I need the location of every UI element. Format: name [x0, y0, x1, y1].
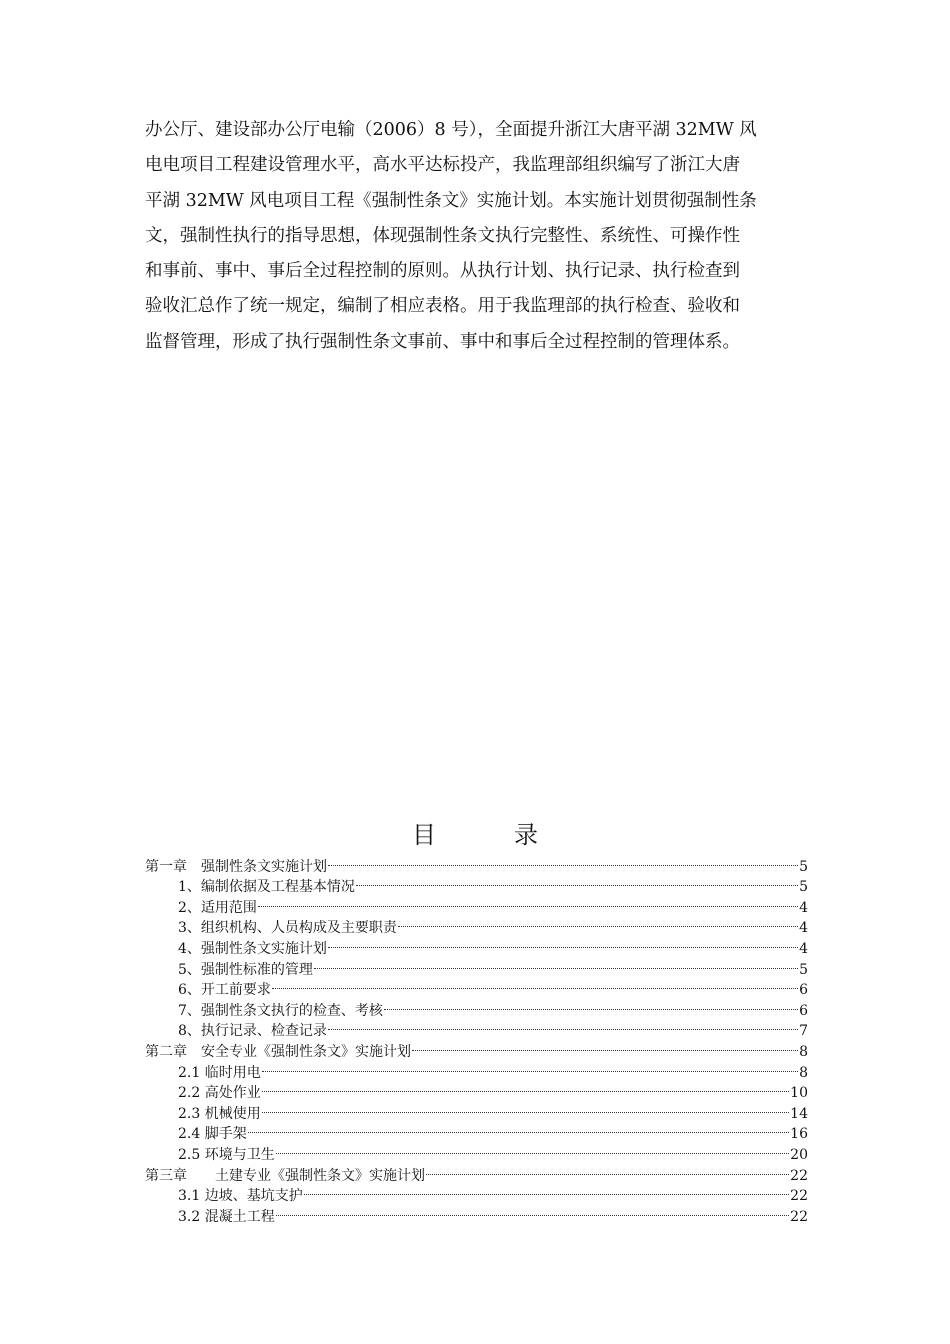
- toc-dot-leader: [262, 1077, 789, 1098]
- toc-entry-page: 5: [799, 961, 808, 978]
- toc-entry-label: 第三章 土建专业《强制性条文》实施计划: [145, 1167, 425, 1184]
- toc-dot-leader: [258, 891, 798, 912]
- toc-entry-page: 20: [790, 1146, 808, 1163]
- toc-dot-leader: [328, 932, 798, 953]
- toc-dot-leader: [412, 1035, 798, 1056]
- toc-dot-leader: [384, 994, 798, 1015]
- toc-entry-label: 5、强制性标准的管理: [178, 961, 313, 978]
- toc-title-char: 录: [514, 821, 538, 849]
- toc-dot-leader: [398, 912, 798, 933]
- toc-entry-label: 2.2 高处作业: [178, 1085, 261, 1102]
- toc-entry-label: 3.2 混凝土工程: [178, 1208, 275, 1225]
- toc-entry-label: 7、强制性条文执行的检查、考核: [178, 1002, 383, 1019]
- toc-entry-page: 14: [790, 1105, 808, 1122]
- toc-entry-page: 5: [799, 879, 808, 896]
- toc-entry-page: 4: [799, 899, 808, 916]
- toc-title: [0, 818, 950, 852]
- toc-dot-leader: [262, 1097, 789, 1118]
- toc-entry-page: 5: [799, 858, 808, 875]
- intro-line: 电电项目工程建设管理水平，高水平达标投产，我监理部组织编写了浙江大唐: [145, 155, 740, 176]
- intro-line: 和事前、事中、事后全过程控制的原则。从执行计划、执行记录、执行检查到: [145, 261, 740, 282]
- toc-entry-page: 7: [799, 1023, 808, 1040]
- toc-entry-label: 6、开工前要求: [178, 982, 271, 999]
- toc-dot-leader: [262, 1056, 798, 1077]
- toc-dot-leader: [356, 871, 798, 892]
- toc-title-char: 目: [412, 821, 436, 849]
- toc-dot-leader: [426, 1159, 789, 1180]
- toc-entry-page: 8: [799, 1043, 808, 1060]
- toc-entry-label: 2.4 脚手架: [178, 1126, 247, 1143]
- toc-entry-label: 8、执行记录、检查记录: [178, 1023, 327, 1040]
- toc-dot-leader: [276, 1200, 789, 1221]
- toc-entry-page: 8: [799, 1064, 808, 1081]
- toc-entry-label: 1、编制依据及工程基本情况: [178, 879, 355, 896]
- toc-entry-page: 4: [799, 940, 808, 957]
- toc-entry-page: 10: [790, 1085, 808, 1102]
- toc-entry-page: 16: [790, 1126, 808, 1143]
- toc-entry-page: 6: [799, 982, 808, 999]
- toc-entry-page: 6: [799, 1002, 808, 1019]
- toc-entry-page: 22: [790, 1208, 808, 1225]
- toc-entry-label: 2、适用范围: [178, 899, 257, 916]
- table-of-contents: [145, 850, 808, 1225]
- intro-line: 验收汇总作了统一规定，编制了相应表格。用于我监理部的执行检查、验收和: [145, 296, 740, 317]
- toc-entry-page: 4: [799, 920, 808, 937]
- toc-entry-page: 22: [790, 1188, 808, 1205]
- intro-paragraph: [145, 113, 807, 360]
- toc-entry-label: 第二章 安全专业《强制性条文》实施计划: [145, 1043, 411, 1060]
- toc-dot-leader: [328, 850, 798, 871]
- toc-entry-label: 2.5 环境与卫生: [178, 1146, 275, 1163]
- toc-entry-label: 3、组织机构、人员构成及主要职责: [178, 920, 397, 937]
- toc-entry-page: 22: [790, 1167, 808, 1184]
- intro-line: 办公厅、建设部办公厅电输（2006）8 号），全面提升浙江大唐平湖 32MW 风: [145, 120, 757, 140]
- toc-dot-leader: [248, 1118, 789, 1139]
- intro-line: 平湖 32MW 风电项目工程《强制性条文》实施计划。本实施计划贯彻强制性条: [145, 190, 757, 211]
- toc-dot-leader: [314, 953, 798, 974]
- intro-line: 监督管理，形成了执行强制性条文事前、事中和事后全过程控制的管理体系。: [145, 331, 740, 352]
- toc-dot-leader: [272, 974, 798, 995]
- intro-line: 文，强制性执行的指导思想，体现强制性条文执行完整性、系统性、可操作性: [145, 225, 740, 246]
- toc-dot-leader: [304, 1180, 789, 1201]
- toc-entry-label: 3.1 边坡、基坑支护: [178, 1188, 303, 1205]
- toc-entry-label: 4、强制性条文实施计划: [178, 940, 327, 957]
- toc-entry-label: 2.1 临时用电: [178, 1064, 261, 1081]
- toc-entry-label: 第一章 强制性条文实施计划: [145, 858, 327, 875]
- toc-entry[interactable]: [145, 850, 808, 875]
- toc-dot-leader: [276, 1138, 789, 1159]
- toc-entry-label: 2.3 机械使用: [178, 1105, 261, 1122]
- toc-dot-leader: [328, 1015, 798, 1036]
